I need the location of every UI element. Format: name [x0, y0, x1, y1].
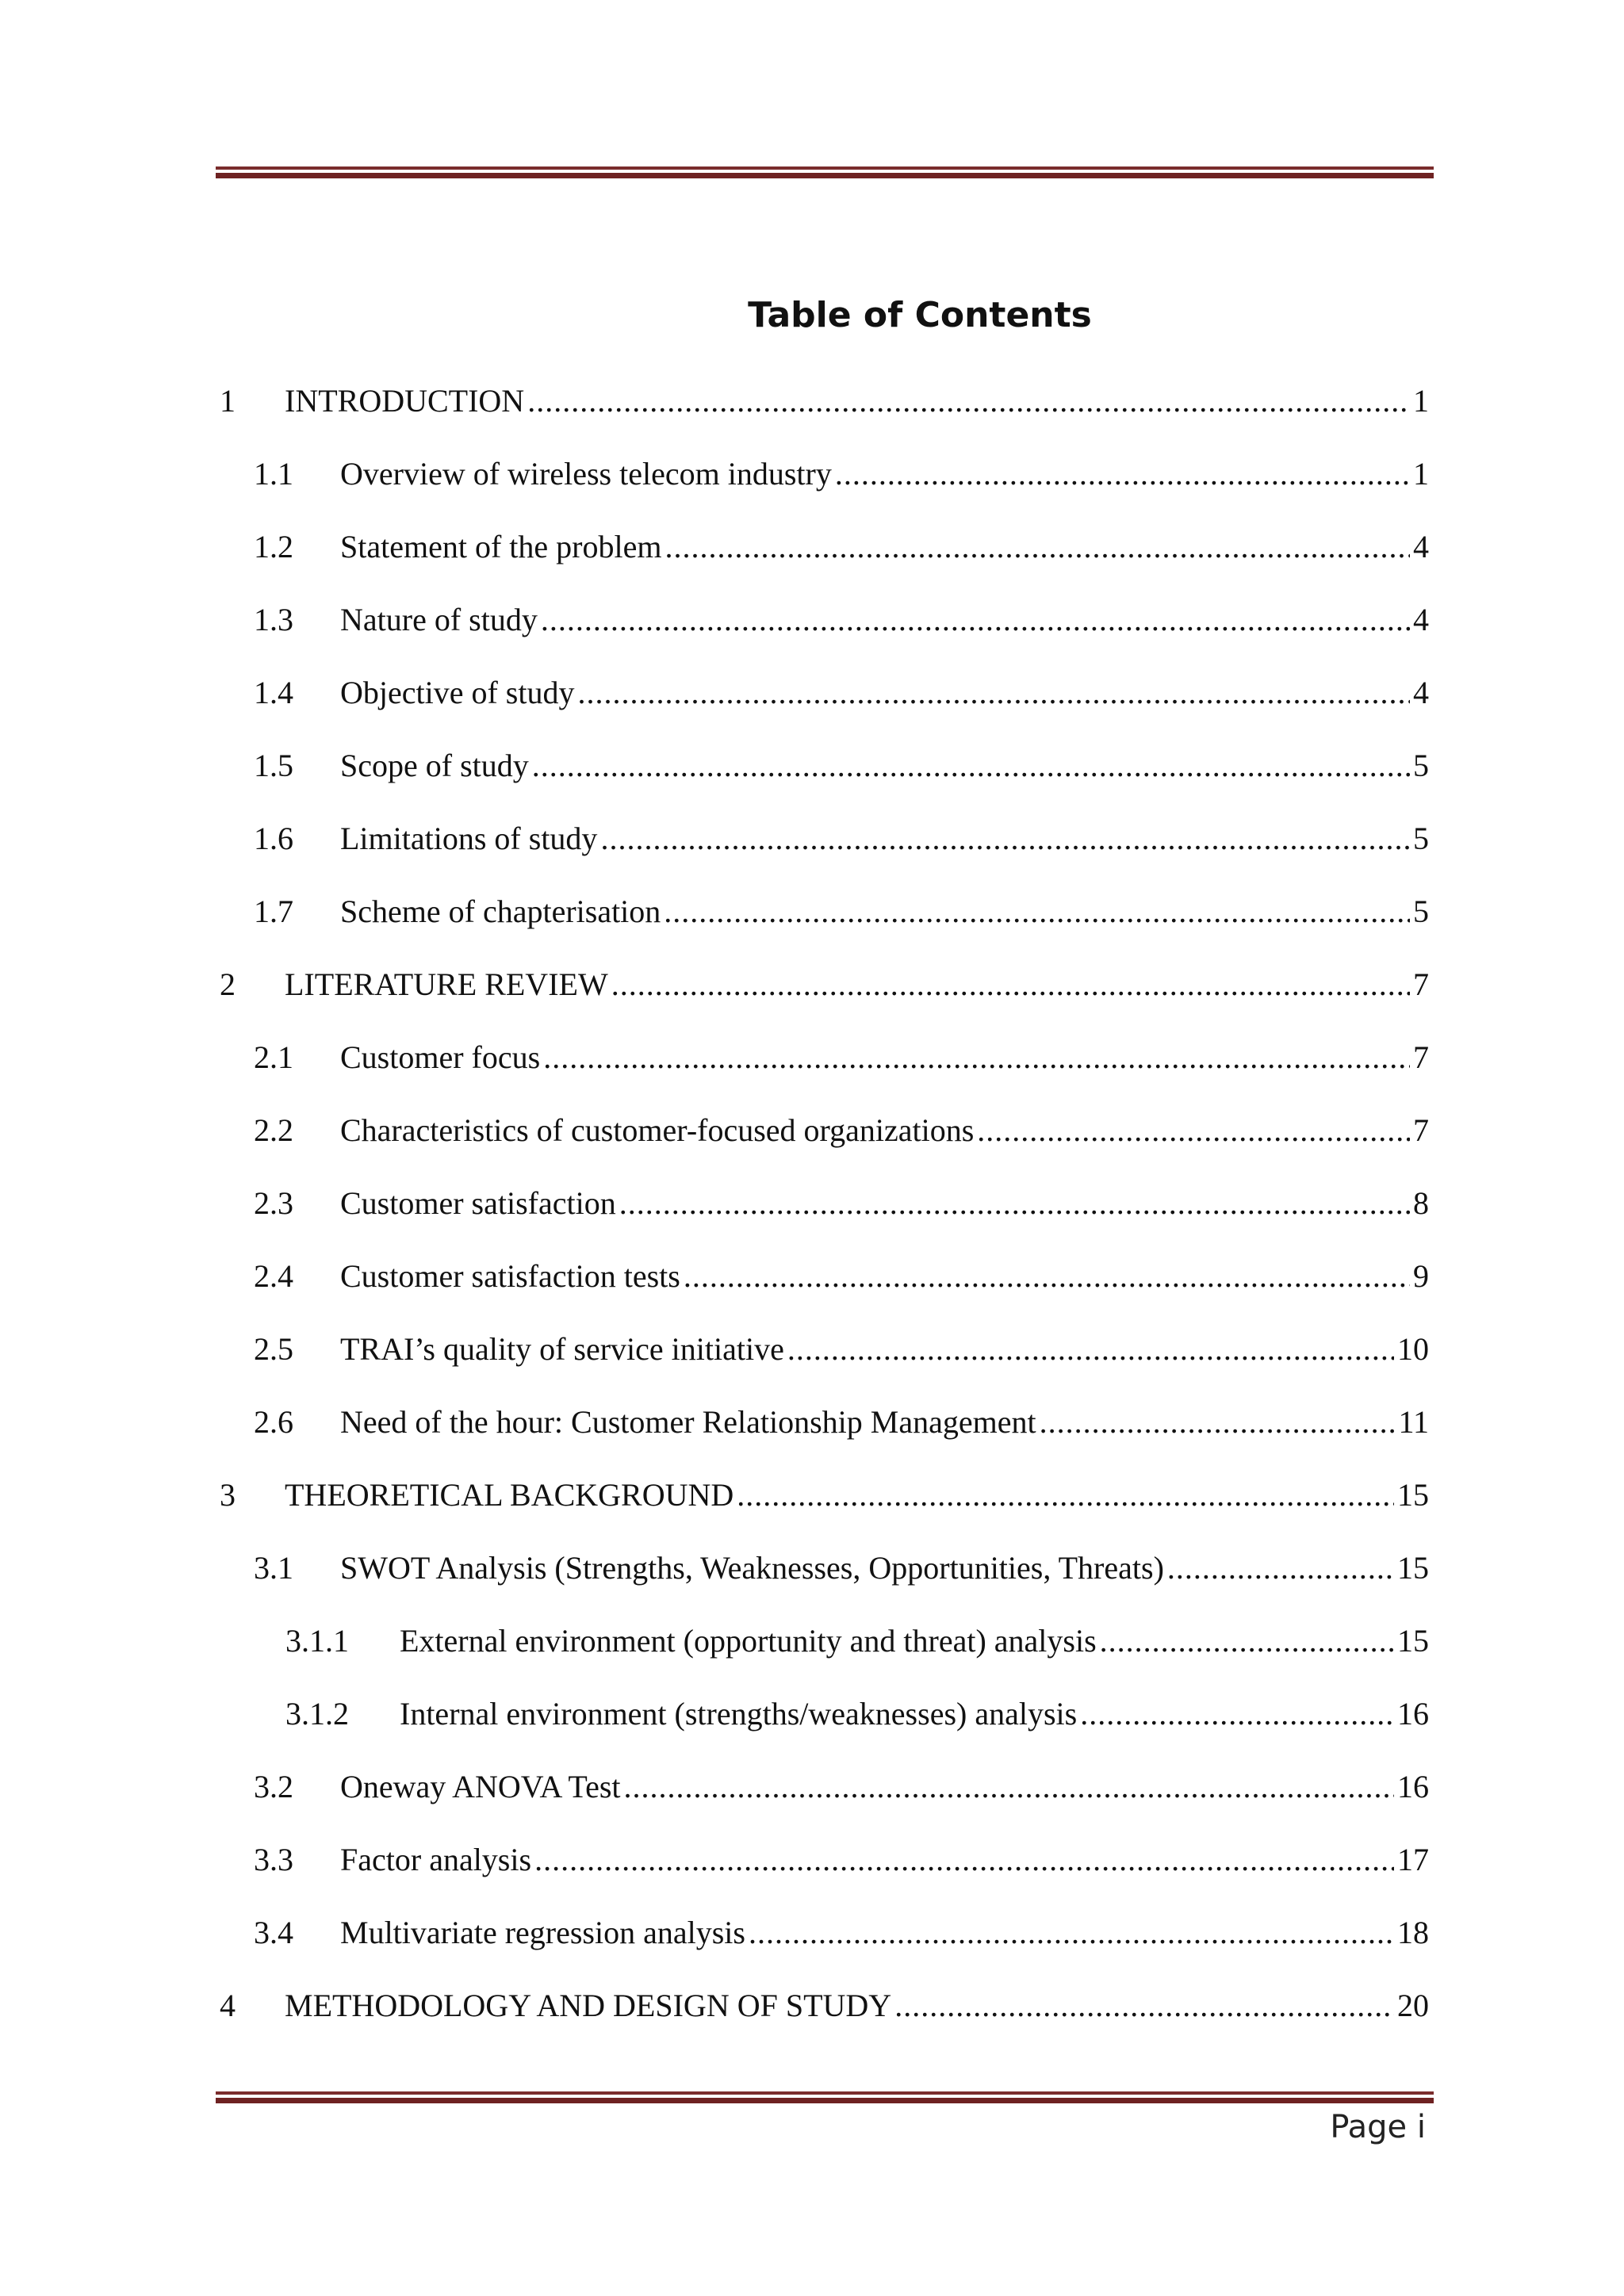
toc-entry[interactable]: [216, 591, 1429, 664]
toc-entry[interactable]: [216, 1467, 1429, 1540]
toc-entry-page[interactable]: 4: [1413, 602, 1429, 637]
toc-entry-label[interactable]: SWOT Analysis (Strengths, Weaknesses, Opportunities, Threats): [340, 1550, 1164, 1586]
toc-entry-line: [400, 1686, 1429, 1743]
toc-entry-page[interactable]: 16: [1397, 1769, 1429, 1804]
toc-dot-leader: [1080, 1686, 1394, 1743]
toc-dot-leader: [541, 591, 1410, 649]
header-rule: [216, 166, 1434, 178]
toc-entry-number: 1.7: [254, 894, 293, 929]
toc-entry-line: [340, 1758, 1429, 1816]
toc-dot-leader: [684, 1248, 1410, 1305]
toc-entry[interactable]: [216, 737, 1429, 810]
toc-dot-leader: [665, 519, 1410, 576]
toc-entry[interactable]: [216, 446, 1429, 519]
toc-entry-label[interactable]: Scheme of chapterisation: [340, 894, 661, 929]
toc-entry-number: 2.5: [254, 1331, 293, 1367]
toc-entry-line: [340, 664, 1429, 721]
toc-entry[interactable]: [216, 883, 1429, 956]
toc-entry-line: [340, 1029, 1429, 1086]
toc-entry-page[interactable]: 16: [1397, 1696, 1429, 1732]
toc-entry-number: 3.2: [254, 1769, 293, 1804]
toc-dot-leader: [611, 956, 1410, 1013]
toc-dot-leader: [1100, 1613, 1394, 1670]
toc-entry[interactable]: [216, 956, 1429, 1029]
toc-dot-leader: [1167, 1540, 1394, 1597]
toc-list: [216, 373, 1429, 2050]
toc-entry-page[interactable]: 1: [1413, 456, 1429, 492]
toc-entry[interactable]: [216, 1394, 1429, 1467]
toc-entry[interactable]: [216, 664, 1429, 737]
toc-entry-page[interactable]: 4: [1413, 675, 1429, 710]
toc-entry-label[interactable]: Factor analysis: [340, 1842, 532, 1877]
toc-entry[interactable]: [216, 1321, 1429, 1394]
toc-dot-leader: [527, 373, 1410, 430]
toc-entry-line: [285, 1977, 1429, 2034]
toc-dot-leader: [534, 1831, 1394, 1888]
toc-entry-label[interactable]: INTRODUCTION: [285, 383, 525, 419]
toc-entry-page[interactable]: 7: [1413, 1112, 1429, 1148]
toc-entry-number: 3.1.1: [285, 1623, 349, 1659]
toc-entry-label[interactable]: Multivariate regression analysis: [340, 1915, 745, 1950]
toc-entry-number: 2.3: [254, 1185, 293, 1221]
toc-entry-page[interactable]: 7: [1413, 966, 1429, 1002]
toc-dot-leader: [977, 1102, 1410, 1159]
toc-dot-leader: [624, 1758, 1395, 1816]
toc-entry-line: [340, 883, 1429, 940]
toc-entry-label[interactable]: Customer satisfaction tests: [340, 1258, 680, 1294]
toc-entry[interactable]: [216, 1613, 1429, 1686]
toc-entry-page[interactable]: 8: [1413, 1185, 1429, 1221]
toc-entry-page[interactable]: 18: [1397, 1915, 1429, 1950]
toc-entry-number: 3.4: [254, 1915, 293, 1950]
toc-entry[interactable]: [216, 1904, 1429, 1977]
toc-entry-label[interactable]: THEORETICAL BACKGROUND: [285, 1477, 734, 1513]
toc-entry-label[interactable]: Customer focus: [340, 1039, 541, 1075]
toc-dot-leader: [737, 1467, 1394, 1524]
toc-entry-number: 4: [220, 1988, 236, 2023]
toc-entry-line: [340, 1248, 1429, 1305]
toc-entry-label[interactable]: Limitations of study: [340, 821, 598, 856]
toc-entry-number: 1.5: [254, 748, 293, 783]
toc-entry-page[interactable]: 20: [1397, 1988, 1429, 2023]
toc-dot-leader: [600, 810, 1410, 867]
toc-entry[interactable]: [216, 1248, 1429, 1321]
toc-entry[interactable]: [216, 1977, 1429, 2050]
toc-entry-line: [340, 737, 1429, 794]
toc-entry-page[interactable]: 5: [1413, 821, 1429, 856]
toc-entry[interactable]: [216, 1831, 1429, 1904]
toc-dot-leader: [835, 446, 1410, 503]
toc-entry-number: 1: [220, 383, 236, 419]
toc-entry-line: [340, 1394, 1429, 1451]
toc-entry[interactable]: [216, 1686, 1429, 1758]
toc-entry-number: 2: [220, 966, 236, 1002]
footer-rule: [216, 2091, 1434, 2103]
toc-entry-label[interactable]: Statement of the problem: [340, 529, 662, 564]
toc-entry-label[interactable]: External environment (opportunity and threat) analysis: [400, 1623, 1097, 1659]
toc-entry-number: 1.4: [254, 675, 293, 710]
toc-dot-leader: [894, 1977, 1394, 2034]
toc-dot-leader: [1040, 1394, 1396, 1451]
toc-entry-label[interactable]: Need of the hour: Customer Relationship Management: [340, 1404, 1036, 1440]
toc-dot-leader: [532, 737, 1410, 794]
toc-entry-line: [340, 1831, 1429, 1888]
toc-entry-number: 3.1.2: [285, 1696, 349, 1732]
toc-entry[interactable]: [216, 1029, 1429, 1102]
toc-entry-page[interactable]: 15: [1397, 1623, 1429, 1659]
toc-dot-leader: [619, 1175, 1410, 1232]
toc-entry-page[interactable]: 15: [1397, 1477, 1429, 1513]
toc-dot-leader: [578, 664, 1411, 721]
toc-dot-leader: [749, 1904, 1394, 1961]
toc-entry-number: 2.6: [254, 1404, 293, 1440]
toc-entry-label[interactable]: METHODOLOGY AND DESIGN OF STUDY: [285, 1988, 892, 2023]
toc-entry-label[interactable]: Overview of wireless telecom industry: [340, 456, 832, 492]
toc-entry-page[interactable]: 10: [1397, 1331, 1429, 1367]
toc-entry-line: [400, 1613, 1429, 1670]
toc-entry[interactable]: [216, 1540, 1429, 1613]
toc-entry-number: 1.3: [254, 602, 293, 637]
toc-entry[interactable]: [216, 373, 1429, 446]
page-title: Table of Contents: [748, 295, 1092, 335]
toc-entry-line: [340, 1102, 1429, 1159]
toc-entry-number: 3.1: [254, 1550, 293, 1586]
toc-entry-label[interactable]: Characteristics of customer-focused organizations: [340, 1112, 975, 1148]
toc-entry-page[interactable]: 1: [1413, 383, 1429, 419]
toc-entry-line: [285, 373, 1429, 430]
toc-entry-line: [340, 1540, 1429, 1597]
toc-dot-leader: [543, 1029, 1410, 1086]
toc-entry-line: [285, 956, 1429, 1013]
toc-entry-line: [340, 1904, 1429, 1961]
toc-entry-number: 3.3: [254, 1842, 293, 1877]
toc-entry-line: [285, 1467, 1429, 1524]
toc-entry-label[interactable]: Oneway ANOVA Test: [340, 1769, 621, 1804]
toc-entry[interactable]: [216, 810, 1429, 883]
toc-entry-page[interactable]: 4: [1413, 529, 1429, 564]
toc-entry-label[interactable]: LITERATURE REVIEW: [285, 966, 608, 1002]
toc-entry-number: 1.2: [254, 529, 293, 564]
toc-entry-page[interactable]: 11: [1398, 1404, 1429, 1440]
toc-entry[interactable]: [216, 1758, 1429, 1831]
toc-entry[interactable]: [216, 1175, 1429, 1248]
toc-entry[interactable]: [216, 519, 1429, 591]
toc-entry-number: 1.6: [254, 821, 293, 856]
toc-entry-page[interactable]: 5: [1413, 748, 1429, 783]
toc-entry-label[interactable]: Objective of study: [340, 675, 575, 710]
toc-entry[interactable]: [216, 1102, 1429, 1175]
page-number: Page i: [1330, 2109, 1426, 2145]
toc-entry-label[interactable]: TRAI’s quality of service initiative: [340, 1331, 784, 1367]
toc-entry-label[interactable]: Internal environment (strengths/weaknesses) analysis: [400, 1696, 1078, 1732]
toc-entry-label[interactable]: Customer satisfaction: [340, 1185, 616, 1221]
toc-entry-line: [340, 810, 1429, 867]
toc-entry-page[interactable]: 17: [1397, 1842, 1429, 1877]
toc-entry-number: 2.1: [254, 1039, 293, 1075]
toc-entry-page[interactable]: 7: [1413, 1039, 1429, 1075]
toc-entry-line: [340, 1175, 1429, 1232]
toc-dot-leader: [664, 883, 1410, 940]
toc-dot-leader: [787, 1321, 1394, 1378]
toc-entry-page[interactable]: 9: [1413, 1258, 1429, 1294]
toc-entry-page[interactable]: 5: [1413, 894, 1429, 929]
toc-entry-page[interactable]: 15: [1397, 1550, 1429, 1586]
toc-entry-line: [340, 1321, 1429, 1378]
toc-entry-number: 3: [220, 1477, 236, 1513]
toc-entry-number: 2.4: [254, 1258, 293, 1294]
toc-entry-number: 1.1: [254, 456, 293, 492]
toc-entry-line: [340, 519, 1429, 576]
toc-entry-number: 2.2: [254, 1112, 293, 1148]
toc-entry-line: [340, 446, 1429, 503]
toc-entry-label[interactable]: Scope of study: [340, 748, 529, 783]
toc-entry-line: [340, 591, 1429, 649]
toc-entry-label[interactable]: Nature of study: [340, 602, 538, 637]
